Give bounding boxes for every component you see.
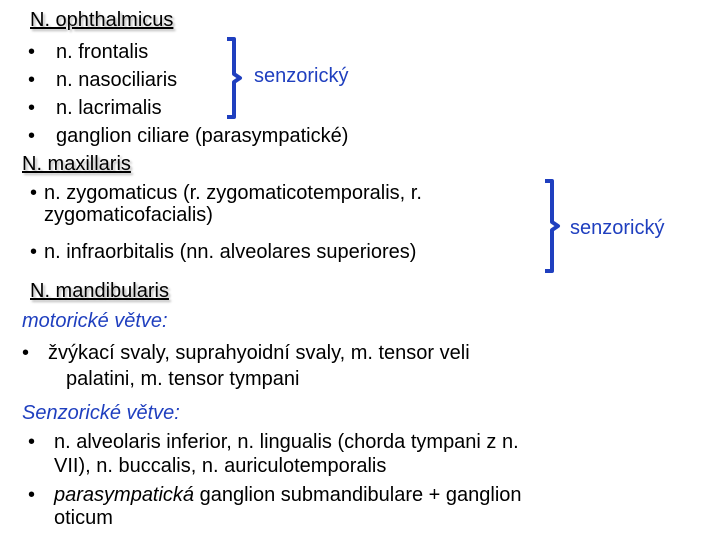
parasympatheticka-label: parasympatická bbox=[54, 484, 195, 506]
ganglion-submandibulare-text: ganglion submandibulare + ganglion bbox=[194, 484, 522, 506]
item-frontalis: n. frontalis bbox=[56, 41, 149, 63]
heading-mandibularis: N. mandibularis bbox=[30, 280, 169, 302]
heading-ophthalmicus: N. ophthalmicus bbox=[30, 9, 174, 31]
parasympathetic-line2: oticum bbox=[54, 507, 113, 529]
item-infraorbitalis: n. infraorbitalis (nn. alveolares superiores) bbox=[44, 241, 417, 263]
bullet-icon: • bbox=[28, 69, 36, 91]
bullet-icon: • bbox=[30, 241, 38, 263]
sensory-line2: VII), n. buccalis, n. auriculotemporalis bbox=[54, 455, 387, 477]
bullet-icon: • bbox=[28, 431, 36, 453]
heading-maxillaris: N. maxillaris bbox=[22, 153, 131, 175]
sensory-line1: n. alveolaris inferior, n. lingualis (chorda tympani z n. bbox=[54, 431, 519, 453]
item-zygomaticus-line1: n. zygomaticus (r. zygomaticotemporalis, r. bbox=[44, 182, 422, 204]
motor-line2: palatini, m. tensor tympani bbox=[66, 368, 300, 390]
item-nasociliaris: n. nasociliaris bbox=[56, 69, 178, 91]
item-ganglion-ciliare: ganglion ciliare (parasympatické) bbox=[56, 125, 349, 147]
bullet-icon: • bbox=[30, 182, 38, 204]
label-motoricke-vetve: motorické větve: bbox=[22, 310, 168, 332]
item-zygomaticus-line2: zygomaticofacialis) bbox=[44, 204, 213, 226]
label-senzoricky-maxillaris: senzorický bbox=[570, 217, 665, 239]
item-lacrimalis: n. lacrimalis bbox=[56, 97, 162, 119]
label-senzoricke-vetve: Senzorické větve: bbox=[22, 402, 180, 424]
curly-brace-icon bbox=[542, 178, 566, 274]
bullet-icon: • bbox=[22, 342, 30, 364]
curly-brace-icon bbox=[224, 36, 248, 120]
bullet-icon: • bbox=[28, 484, 36, 506]
label-senzoricky-ophthalmicus: senzorický bbox=[254, 65, 349, 87]
bullet-icon: • bbox=[28, 41, 36, 63]
parasympathetic-line1 bbox=[54, 483, 522, 507]
bullet-icon: • bbox=[28, 125, 36, 147]
motor-line1: žvýkací svaly, suprahyoidní svaly, m. tensor veli bbox=[48, 342, 470, 364]
bullet-icon: • bbox=[28, 97, 36, 119]
